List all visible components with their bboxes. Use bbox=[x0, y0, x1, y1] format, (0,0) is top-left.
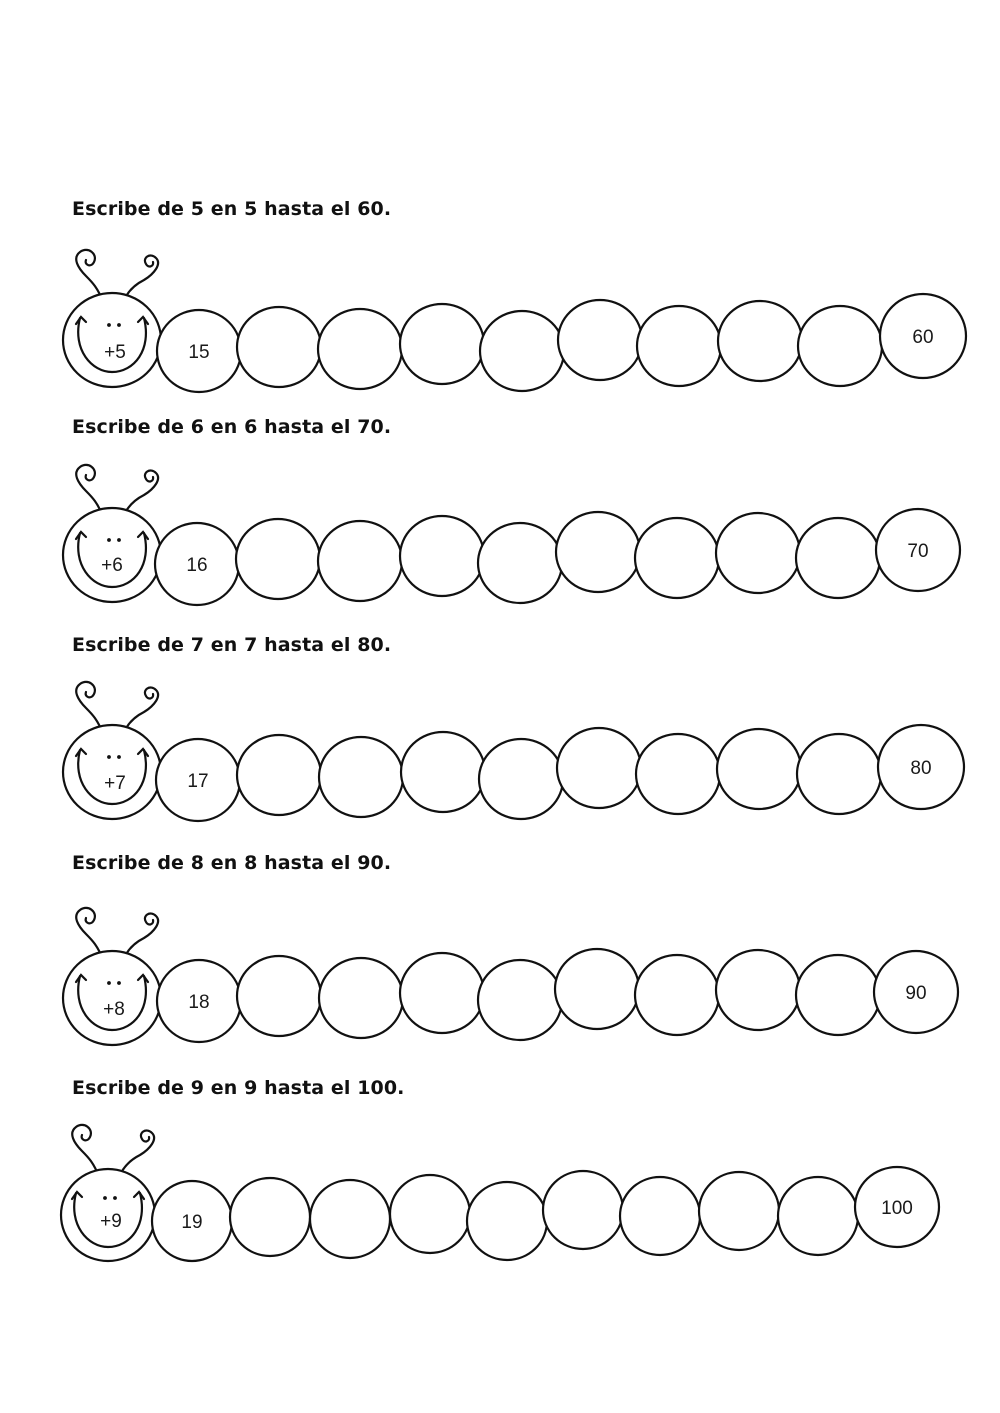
eye-left-icon bbox=[107, 538, 111, 542]
caterpillar-1 bbox=[0, 240, 1000, 410]
first-value: 18 bbox=[188, 992, 210, 1013]
answer-blank[interactable] bbox=[237, 307, 321, 387]
last-value: 70 bbox=[907, 541, 929, 562]
antenna-right-icon bbox=[119, 1131, 154, 1177]
first-value: 17 bbox=[187, 771, 209, 792]
answer-blank[interactable] bbox=[401, 732, 485, 812]
answer-blank[interactable] bbox=[478, 523, 562, 603]
caterpillar-head bbox=[63, 465, 161, 602]
caterpillar-head bbox=[61, 1125, 155, 1261]
answer-blank[interactable] bbox=[400, 304, 484, 384]
answer-blank[interactable] bbox=[310, 1180, 390, 1258]
answer-blank[interactable] bbox=[390, 1175, 470, 1253]
answer-blank[interactable] bbox=[319, 737, 403, 817]
instruction-3: Escribe de 7 en 7 hasta el 80. bbox=[72, 634, 392, 656]
answer-blank[interactable] bbox=[236, 519, 320, 599]
eye-right-icon bbox=[117, 981, 121, 985]
caterpillar-head bbox=[63, 250, 161, 387]
answer-blank[interactable] bbox=[318, 521, 402, 601]
answer-blank[interactable] bbox=[467, 1182, 547, 1260]
first-value: 15 bbox=[188, 342, 210, 363]
last-value: 100 bbox=[881, 1198, 913, 1219]
step-label: +9 bbox=[100, 1211, 122, 1232]
last-value: 80 bbox=[910, 758, 932, 779]
caterpillar-2 bbox=[0, 455, 1000, 625]
answer-blank[interactable] bbox=[400, 516, 484, 596]
instruction-5: Escribe de 9 en 9 hasta el 100. bbox=[72, 1077, 405, 1099]
answer-blank[interactable] bbox=[237, 956, 321, 1036]
answer-blank[interactable] bbox=[319, 958, 403, 1038]
eye-right-icon bbox=[113, 1196, 117, 1200]
first-value: 16 bbox=[186, 555, 208, 576]
answer-blank[interactable] bbox=[543, 1171, 623, 1249]
answer-blank[interactable] bbox=[558, 300, 642, 380]
answer-blank[interactable] bbox=[479, 739, 563, 819]
caterpillar-3 bbox=[0, 672, 1000, 842]
answer-blank[interactable] bbox=[557, 728, 641, 808]
last-value: 60 bbox=[912, 327, 934, 348]
instruction-1: Escribe de 5 en 5 hasta el 60. bbox=[72, 198, 392, 220]
eye-right-icon bbox=[117, 538, 121, 542]
eye-right-icon bbox=[117, 755, 121, 759]
answer-blank[interactable] bbox=[637, 306, 721, 386]
eye-right-icon bbox=[117, 323, 121, 327]
answer-blank[interactable] bbox=[717, 729, 801, 809]
eye-left-icon bbox=[107, 323, 111, 327]
answer-blank[interactable] bbox=[556, 512, 640, 592]
instruction-2: Escribe de 6 en 6 hasta el 70. bbox=[72, 416, 392, 438]
caterpillar-head bbox=[63, 908, 161, 1045]
answer-blank[interactable] bbox=[635, 955, 719, 1035]
eye-left-icon bbox=[107, 755, 111, 759]
answer-blank[interactable] bbox=[478, 960, 562, 1040]
answer-blank[interactable] bbox=[796, 518, 880, 598]
answer-blank[interactable] bbox=[237, 735, 321, 815]
answer-blank[interactable] bbox=[620, 1177, 700, 1255]
step-label: +7 bbox=[104, 773, 126, 794]
answer-blank[interactable] bbox=[718, 301, 802, 381]
eye-left-icon bbox=[107, 981, 111, 985]
caterpillar-head bbox=[63, 682, 161, 819]
answer-blank[interactable] bbox=[798, 306, 882, 386]
answer-blank[interactable] bbox=[636, 734, 720, 814]
answer-blank[interactable] bbox=[480, 311, 564, 391]
answer-blank[interactable] bbox=[635, 518, 719, 598]
caterpillar-5 bbox=[0, 1115, 1000, 1285]
caterpillar-4 bbox=[0, 898, 1000, 1068]
eye-left-icon bbox=[103, 1196, 107, 1200]
answer-blank[interactable] bbox=[230, 1178, 310, 1256]
instruction-4: Escribe de 8 en 8 hasta el 90. bbox=[72, 852, 392, 874]
answer-blank[interactable] bbox=[555, 949, 639, 1029]
step-label: +8 bbox=[103, 999, 125, 1020]
last-value: 90 bbox=[905, 983, 927, 1004]
answer-blank[interactable] bbox=[716, 950, 800, 1030]
step-label: +5 bbox=[104, 342, 126, 363]
answer-blank[interactable] bbox=[318, 309, 402, 389]
first-value: 19 bbox=[181, 1212, 203, 1233]
antenna-left-icon bbox=[72, 1125, 99, 1177]
step-label: +6 bbox=[101, 555, 123, 576]
answer-blank[interactable] bbox=[778, 1177, 858, 1255]
answer-blank[interactable] bbox=[400, 953, 484, 1033]
answer-blank[interactable] bbox=[797, 734, 881, 814]
answer-blank[interactable] bbox=[699, 1172, 779, 1250]
answer-blank[interactable] bbox=[716, 513, 800, 593]
answer-blank[interactable] bbox=[796, 955, 880, 1035]
